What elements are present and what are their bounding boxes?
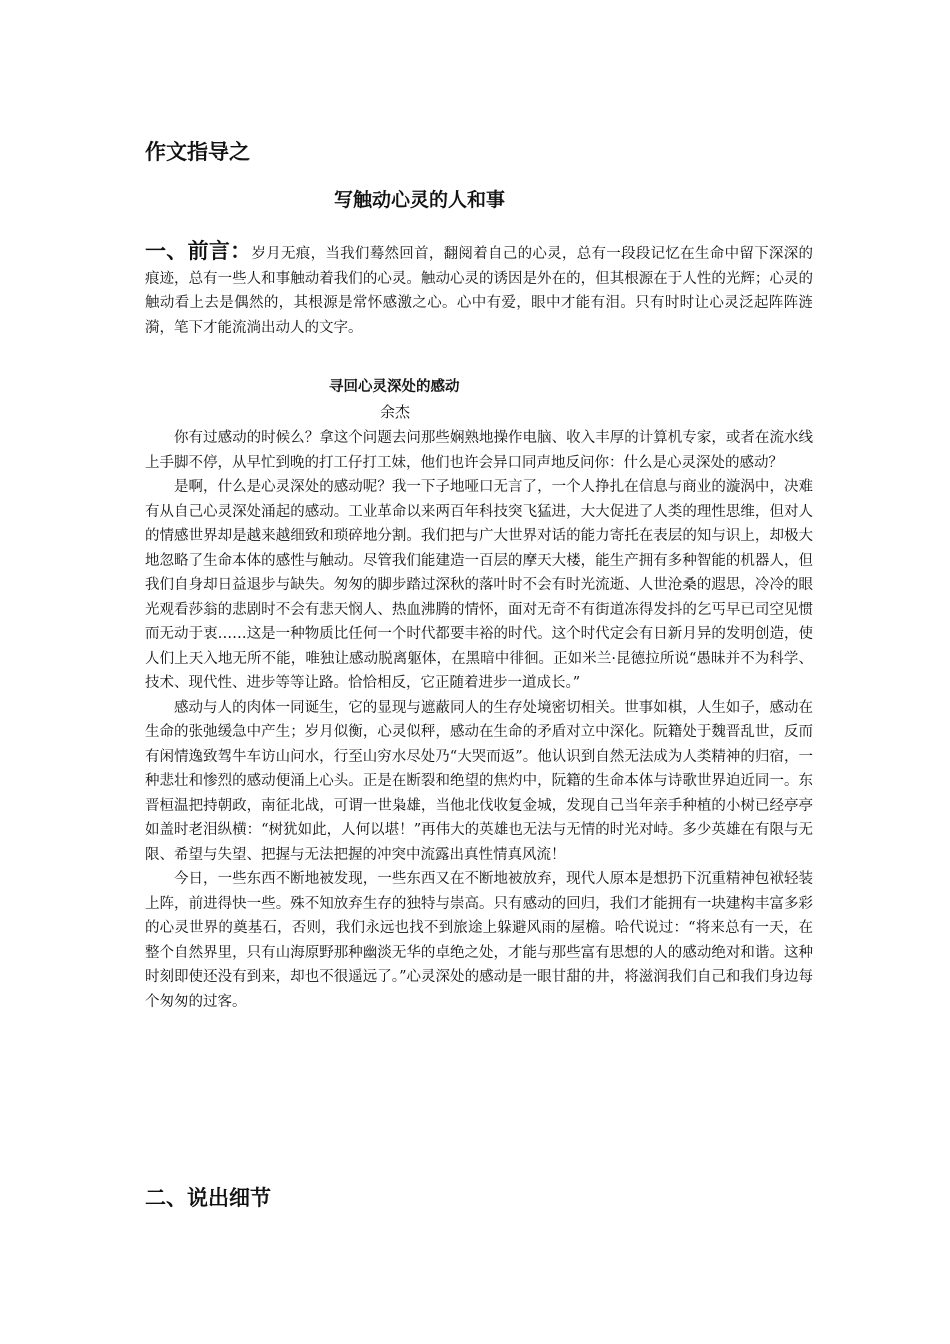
intro-heading: 一、前言： xyxy=(145,239,252,263)
document-label: 作文指导之 xyxy=(145,140,250,164)
essay-body xyxy=(145,426,813,1014)
section-two-heading: 二、说出细节 xyxy=(145,1186,271,1210)
document-title: 写触动心灵的人和事 xyxy=(334,189,506,211)
intro-paragraph xyxy=(145,236,813,340)
intro-text: 岁月无痕，当我们蓦然回首，翻阅着自己的心灵，总有一段段记忆在生命中留下深深的痕迹，总有一些人和事触动着我们的心灵。触动心灵的诱因是外在的，但其根源在于人性的光辉；心灵的触动看上去是偶然的，其根源是常怀感激之心。心中有爱，眼中才能有泪。只有时时让心灵泛起阵阵涟漪，笔下才能流淌出动人的文字。 xyxy=(145,246,814,336)
essay-paragraph: 你有过感动的时候么？拿这个问题去问那些娴熟地操作电脑、收入丰厚的计算机专家，或者在流水线上手脚不停，从早忙到晚的打工仔打工妹，他们也许会异口同声地反问你：什么是心灵深处的感动？ xyxy=(145,430,813,471)
essay-paragraph: 是啊，什么是心灵深处的感动呢？我一下子地哑口无言了，一个人挣扎在信息与商业的漩涡中，决难有从自己心灵深处涌起的感动。工业革命以来两百年科技突飞猛进，大大促进了人类的理性思维，但对人的情感世界却是越来越细致和琐碎地分割。我们把与广大世界对话的能力寄托在表层的知与识上，却极大地忽略了生命本体的感性与触动。尽管我们能建造一百层的摩天大楼，能生产拥有多种智能的机器人，但我们自身却日益退步与缺失。匆匆的脚步踏过深秋的落叶时不会有时光流逝、人世沧桑的遐思，冷冷的眼光观看莎翁的悲剧时不会有悲天悯人、热血沸腾的情怀，面对无奇不有街道冻得发抖的乞丐早已司空见惯而无动于衷……这是一种物质比任何一个时代都要丰裕的时代。这个时代定会有日新月异的发明创造，使人们上天入地无所不能，唯独让感动脱离躯体，在黑暗中徘徊。正如米兰·昆德拉所说“愚昧并不为科学、技术、现代性、进步等等让路。恰恰相反，它正随着进步一道成长。” xyxy=(145,479,813,691)
essay-paragraph: 今日，一些东西不断地被发现，一些东西又在不断地被放弃，现代人原本是想扔下沉重精神包袱轻装上阵，前进得快一些。殊不知放弃生存的独特与崇高。只有感动的回归，我们才能拥有一块建构丰富多彩的心灵世界的奠基石，否则，我们永远也找不到旅途上躲避风雨的屋檐。哈代说过：“将来总有一天，在整个自然界里，只有山海原野那种幽淡无华的卓绝之处，才能与那些富有思想的人的感动绝对和谐。这种时刻即使还没有到来，却也不很遥远了。”心灵深处的感动是一眼甘甜的井，将滋润我们自己和我们身边每个匆匆的过客。 xyxy=(145,871,813,1010)
essay-title: 寻回心灵深处的感动 xyxy=(329,379,460,395)
essay-paragraph: 感动与人的肉体一同诞生，它的显现与遮蔽同人的生存处境密切相关。世事如棋，人生如子，感动在生命的张弛缓急中产生；岁月似衡，心灵似秤，感动在生命的矛盾对立中深化。阮籍处于魏晋乱世，反而有闲情逸致驾牛车访山问水，行至山穷水尽处乃“大哭而返”。他认识到自然无法成为人类精神的归宿，一种悲壮和惨烈的感动便涌上心头。正是在断裂和绝望的焦灼中，阮籍的生命本体与诗歌世界迫近同一。东晋桓温把持朝政，南征北战，可谓一世枭雄，当他北伐收复金城，发现自己当年亲手种植的小树已经亭亭如盖时老泪纵横：“树犹如此，人何以堪！”再伟大的英雄也无法与无情的时光对峙。多少英雄在有限与无限、希望与失望、把握与无法把握的冲突中流露出真性情真风流！ xyxy=(145,699,813,863)
essay-author: 余杰 xyxy=(380,403,411,421)
